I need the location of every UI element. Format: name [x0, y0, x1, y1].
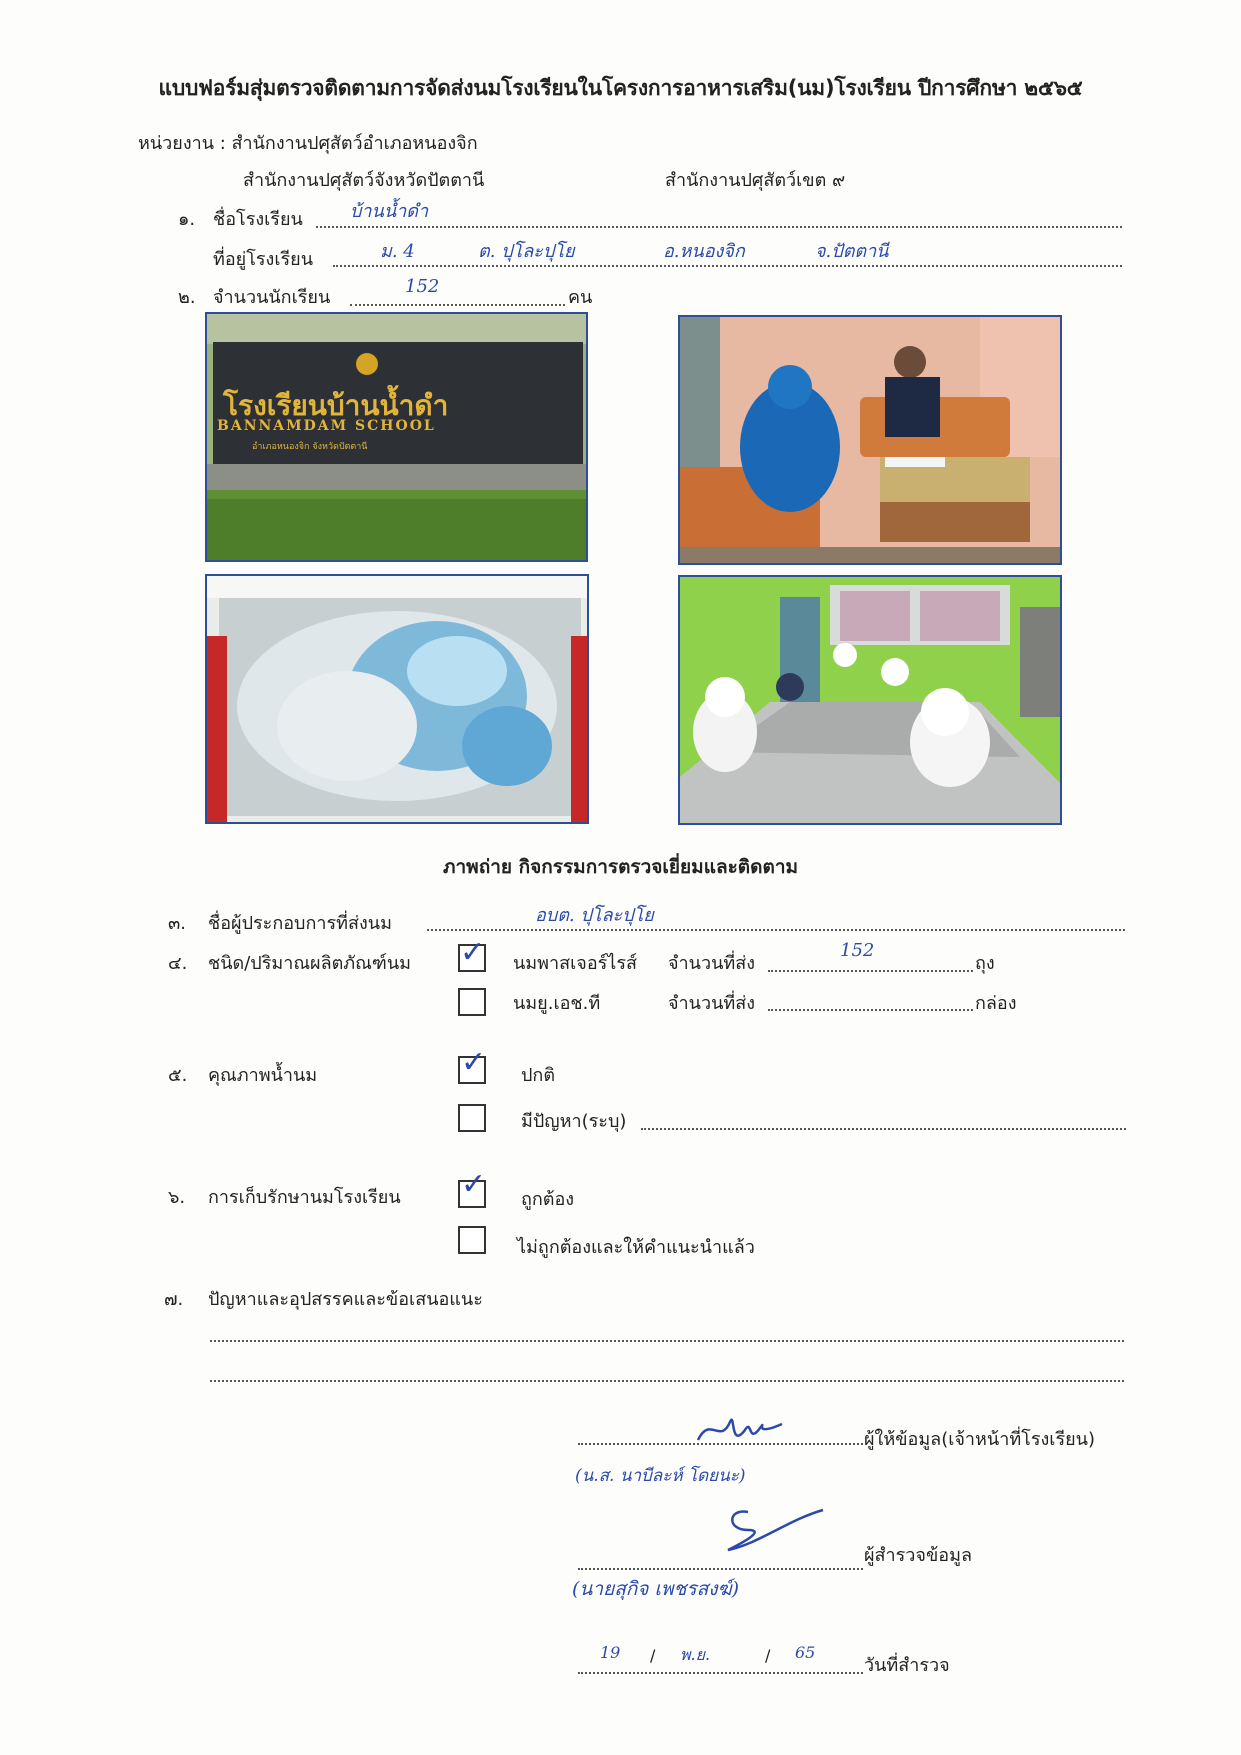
school-name-value: บ้านน้ำดำ: [350, 201, 429, 222]
form-title: แบบฟอร์มสุ่มตรวจติดตามการจัดส่งนมโรงเรียนในโครงการอาหารเสริม(นม)โรงเรียน ปีการศึกษา ๒๕๖๕: [158, 76, 1083, 100]
informant-signature-line: [578, 1443, 863, 1445]
item4-number: ๔.: [168, 953, 188, 974]
item2-number: ๒.: [178, 287, 196, 308]
item1-number: ๑.: [178, 209, 196, 230]
pasteurized-label: นมพาสเจอร์ไรส์: [513, 953, 638, 974]
agency-label: หน่วยงาน : สำนักงานปศุสัตว์อำเภอหนองจิก: [138, 133, 478, 154]
item5-number: ๕.: [168, 1065, 188, 1086]
item6-number: ๖.: [168, 1187, 186, 1208]
quality-normal-label: ปกติ: [521, 1065, 556, 1086]
uht-label: นมยู.เอช.ที: [513, 993, 601, 1014]
uht-qty-label: จำนวนที่ส่ง: [668, 993, 756, 1014]
surveyor-role: ผู้สำรวจข้อมูล: [864, 1545, 972, 1566]
surveyor-name: (นายสุกิจ เพชรสงฆ์): [572, 1578, 739, 1600]
students-picture: [680, 577, 1062, 825]
address-line: [333, 265, 1122, 267]
informant-role: ผู้ให้ข้อมูล(เจ้าหน้าที่โรงเรียน): [864, 1429, 1096, 1450]
suggestions-line-1: [210, 1340, 1124, 1342]
student-count-line: [350, 304, 565, 306]
region-office: สำนักงานปศุสัตว์เขต ๙: [665, 170, 846, 191]
quality-problem-line: [641, 1128, 1126, 1130]
survey-date-line: [578, 1672, 863, 1674]
province-office: สำนักงานปศุสัตว์จังหวัดปัตตานี: [243, 170, 485, 191]
storage-label: การเก็บรักษานมโรงเรียน: [208, 1187, 401, 1208]
survey-date-month: พ.ย.: [680, 1645, 711, 1664]
school-name-label: ชื่อโรงเรียน: [213, 209, 303, 230]
milk-type-label: ชนิด/ปริมาณผลิตภัณฑ์นม: [208, 953, 411, 974]
address-amphoe: อ.หนองจิก: [663, 241, 745, 262]
photo-milk-in-ice: [205, 574, 589, 824]
school-sign-picture: [207, 314, 588, 562]
pasteurized-qty-line: [768, 970, 973, 972]
supplier-line: [427, 929, 1125, 931]
address-province: จ.ปัตตานี: [815, 241, 889, 262]
student-count-label: จำนวนนักเรียน: [213, 287, 331, 308]
student-count-unit: คน: [568, 287, 593, 308]
meeting-picture: [680, 317, 1062, 565]
informant-signature-icon: [690, 1400, 790, 1460]
uht-unit: กล่อง: [975, 993, 1017, 1014]
survey-date-day: 19: [600, 1643, 621, 1662]
uht-qty-line: [768, 1009, 973, 1011]
item7-number: ๗.: [164, 1289, 184, 1310]
suggestions-label: ปัญหาและอุปสรรคและข้อเสนอแนะ: [208, 1289, 483, 1310]
quality-problem-label: มีปัญหา(ระบุ): [521, 1111, 627, 1132]
item3-number: ๓.: [168, 913, 187, 934]
photo-school-sign: [205, 312, 588, 562]
quality-normal-check-icon: ✓: [461, 1045, 487, 1080]
pasteurized-check-icon: ✓: [460, 935, 486, 970]
storage-incorrect-label: ไม่ถูกต้องและให้คำแนะนำแล้ว: [517, 1237, 755, 1258]
sign-english-text: BANNAMDAM SCHOOL: [217, 418, 436, 434]
date-separator-2: /: [765, 1646, 771, 1665]
photo-meeting: [678, 315, 1062, 565]
address-tambon: ต. ปุโละปุโย: [478, 241, 575, 262]
suggestions-line-2: [210, 1380, 1124, 1382]
quality-problem-checkbox[interactable]: [458, 1104, 486, 1132]
date-separator-1: /: [650, 1646, 656, 1665]
surveyor-signature-icon: [718, 1500, 828, 1560]
uht-checkbox[interactable]: [458, 988, 486, 1016]
storage-correct-label: ถูกต้อง: [521, 1189, 575, 1210]
sign-thai-text: โรงเรียนบ้านน้ำดำ: [223, 389, 449, 422]
survey-date-label: วันที่สำรวจ: [864, 1655, 950, 1676]
photo-caption: ภาพถ่าย กิจกรรมการตรวจเยี่ยมและติดตาม: [442, 856, 799, 878]
sign-district-text: อำเภอหนองจิก จังหวัดปัตตานี: [252, 442, 368, 452]
student-count-value: 152: [405, 276, 440, 297]
supplier-value: อบต. ปุโละปุโย: [535, 905, 654, 926]
milk-quality-label: คุณภาพน้ำนม: [208, 1065, 318, 1086]
storage-incorrect-checkbox[interactable]: [458, 1226, 486, 1254]
photo-students-drinking-milk: [678, 575, 1062, 825]
storage-correct-check-icon: ✓: [461, 1167, 487, 1202]
address-label: ที่อยู่โรงเรียน: [213, 249, 314, 270]
surveyor-signature-line: [578, 1568, 863, 1570]
survey-date-year: 65: [795, 1643, 816, 1662]
pasteurized-qty-label: จำนวนที่ส่ง: [668, 953, 756, 974]
pasteurized-qty-value: 152: [840, 940, 875, 961]
informant-name: (น.ส. นาบีละห์ โดยนะ): [575, 1466, 746, 1486]
milk-ice-picture: [207, 576, 589, 824]
supplier-label: ชื่อผู้ประกอบการที่ส่งนม: [208, 913, 392, 934]
address-moo: ม. 4: [380, 241, 415, 262]
pasteurized-unit: ถุง: [975, 953, 995, 974]
school-name-line: [316, 226, 1122, 228]
